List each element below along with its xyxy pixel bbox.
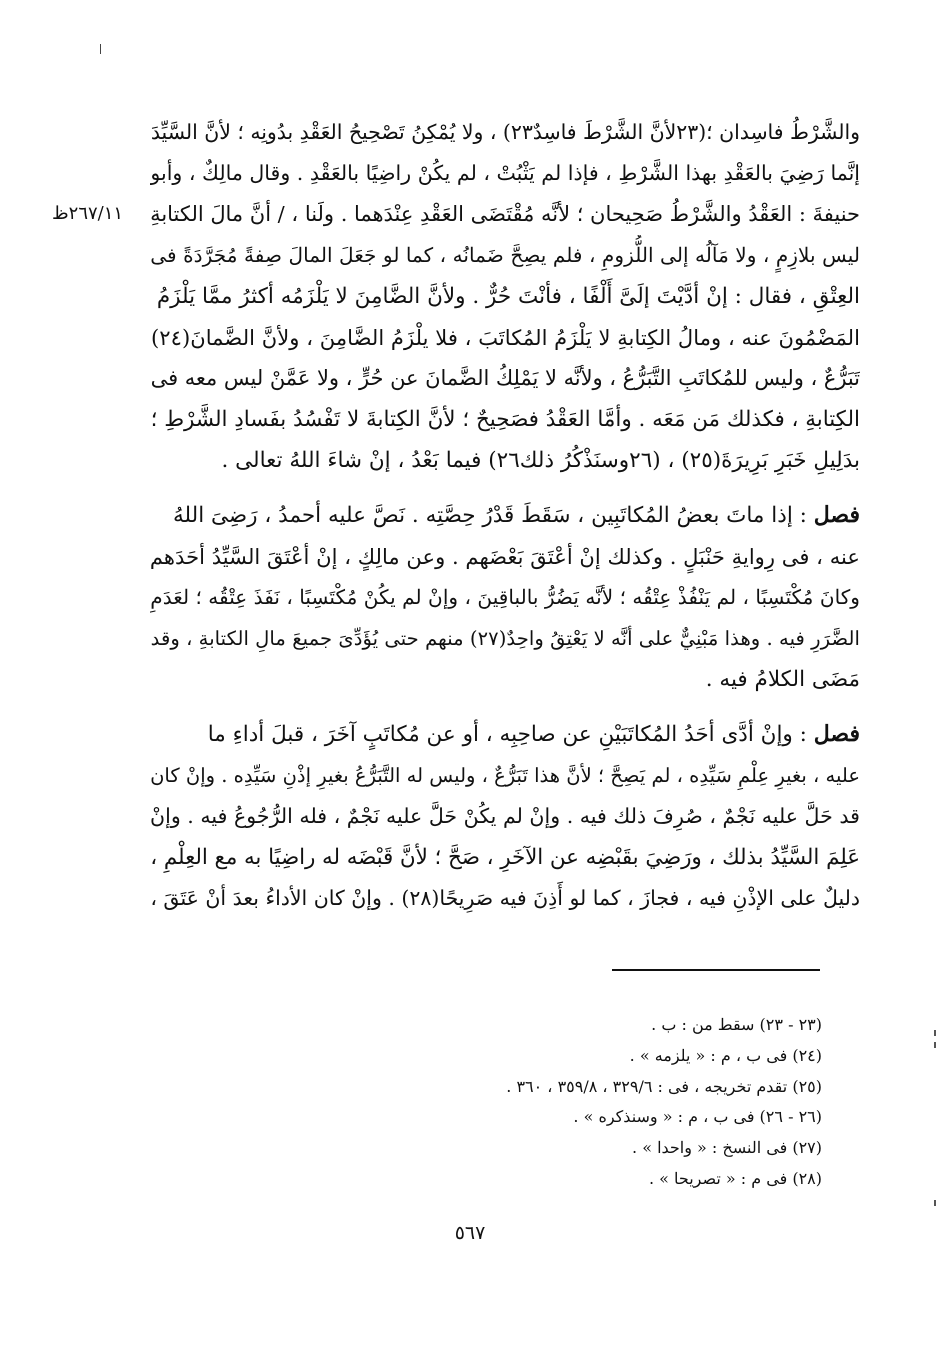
text-line: إنَّما رَضِيَ بالعَقْدِ بهذا الشَّرْطِ ، فإذا لم يَثْبُتْ ، لم يكُنْ راضِيًا بالعَقْدِ . وقال مالِكٌ ، وأبو (150, 161, 860, 185)
footnote: (٢٥) تقدم تخريجه ، فى : ٣٢٩/٦ ، ٣٥٩/٨ ، ٣٦٠ . (506, 1076, 822, 1096)
footnote: (٢٦ - ٢٦) فى ب ، م : « وسنذكره » . (573, 1107, 822, 1127)
edge-mark (934, 1200, 936, 1206)
text-run: : إذا ماتَ بعضُ المُكاتَبِين ، سَقَطَ قَدْرُ حِصَّتِه . نَصَّ عليه أحمدُ ، رَضِىَ اللهُ (173, 503, 807, 528)
footnote: (٢٨) فى م : « تصريحا » . (648, 1168, 822, 1188)
text-run: : وإنْ أدَّى أحَدُ المُكاتَبَيْنِ عن صاحِبِه ، أو عن مُكاتَبٍ آخَرَ ، قبلَ أداءِ ما (207, 722, 807, 747)
text-line (150, 495, 860, 536)
text-line: حنيفةَ : العَقْدُ والشَّرْطُ صَحِيحان ؛ لأنَّه مُقْتَضَى العَقْدِ عِنْدَهما . ولَنا ، / أنَّ مالَ الكتابةِ (150, 202, 860, 226)
paragraph-3 (150, 714, 860, 919)
text-line: عنه ، فى رِوايةِ حَنْبَلٍ . وكذلك إنْ أعْتَقَ بَعْضَهم . وعن مالِكٍ ، إنْ أعْتَقَ السَّيِّدُ أحَدَهم (150, 544, 860, 569)
text-line: العِتْقِ ، فقال : إنْ أدَّيْتَ إلَىَّ أَلْفًا ، فأنْتَ حُرٌّ . ولأنَّ الضَّامِنَ لا يَلْزَمُه أكثرُ ممَّا يَلْزَمُ (156, 284, 860, 309)
footnote: (٢٧) فى النسخ : « واحدا » . (632, 1138, 822, 1158)
text-line: المَضْمُونَ عنه ، ومالُ الكِتابةِ لا يَلْزَمُ المُكاتَبَ ، فلا يلْزَمُ الضَّامِنَ ، ولأنَّ الضَّمانَ(٢٤) (151, 325, 860, 350)
text-line (150, 714, 860, 755)
text-line: مَضَى الكلامُ فيه . (705, 667, 860, 692)
text-line: قد حَلَّ عليه نَجْمٌ ، صُرِفَ ذلك فيه . وإنْ لم يكُنْ حَلَّ عليه نَجْمٌ ، فله الرُّجُوعُ فيه . وإنْ (150, 804, 860, 828)
text-line: دليلٌ على الإذْنِ فيه ، فجازَ ، كما لو أَذِنَ فيه صَرِيحًا(٢٨) . وإنْ كان الأداءُ بعدَ أنْ عَتَقَ ، (150, 886, 860, 910)
paragraph-1 (150, 112, 860, 481)
text-line: عليه ، بغيرِ عِلْمِ سَيِّدِه ، لم يَصِحَّ ؛ لأنَّ هذا تَبَرُّعٌ ، وليس له التَّبَرُّعُ بغيرِ إذْنِ سَيِّدِه . وإنْ كان (150, 764, 860, 787)
top-tick-mark (100, 44, 101, 54)
edge-mark (934, 1030, 936, 1036)
section-heading: فصل (813, 502, 860, 528)
section-heading: فصل (813, 721, 860, 747)
text-line: تَبَرُّعٌ ، وليس للمُكاتَبِ التَّبَرُّعُ ، ولأنَّه لا يَمْلِكُ الضَّمانَ عن حُرٍّ ، ولا عَمَّنْ ليس معه فى (150, 366, 860, 390)
page-number: ٥٦٧ (454, 1222, 486, 1244)
footnote: (٢٣ - ٢٣) سقط من : ب . (651, 1015, 822, 1034)
footnote: (٢٤) فى ب ، م : « يلزمه » . (629, 1045, 822, 1065)
text-line: وكانَ مُكْتَسِبًا ، لم يَنْفُذْ عِتْقُه ؛ لأنَّه يَضُرُّ بالباقِينَ ، وإنْ لم يكُنْ مُكْتَسِبًا ، نَفَذَ عِتْقُه ؛ لعَدَمِ (150, 585, 860, 609)
text-line: عَلِمَ السَّيِّدُ بذلك ، ورَضِيَ بقَبْضِه عن الآخَرِ ، صَحَّ ؛ لأنَّ قَبْضَه له راضِيًا به مع العِلْمِ ، (150, 845, 860, 870)
text-line: الضَّرَرِ فيه . وهذا مَبْنِيٌّ على أنَّه لا يَعْتِقُ واحِدٌ(٢٧) منهم حتى يُؤَدِّىَ جميعَ مالِ الكتابةِ ، وقد (150, 627, 860, 650)
paragraph-gap (150, 481, 860, 495)
paragraph-gap (150, 700, 860, 714)
text-line: الكِتابةِ ، فكذلك مَن مَعَه . وأمَّا العَقْدُ فصَحِيحٌ ؛ لأنَّ الكِتابةَ لا تَفْسُدُ بفَسادِ الشَّرْطِ ؛ (150, 407, 860, 432)
edge-mark (934, 1042, 936, 1048)
text-line: والشَّرْطُ فاسِدان ؛(٢٣لأنَّ الشَّرْطَ فاسِدٌ٢٣) ، ولا يُمْكِنُ تَصْحِيحُ العَقْدِ بدُونِه ؛ لأنَّ السَّيِّدَ (150, 120, 860, 144)
text-line: بدَلِيلِ خَبَرِ بَرِيرَةَ(٢٥) ، (٢٦وسنَذْكُرُ ذلك٢٦) فيما بَعْدُ ، إنْ شاءَ اللهُ تعالى . (221, 448, 860, 473)
margin-manuscript-reference: ٢٦٧/١١ظ (52, 203, 124, 224)
main-text (150, 112, 860, 919)
paragraph-2 (150, 495, 860, 700)
text-line: ليس بلازِمٍ ، ولا مَآلُه إلى اللُّزومِ ، فلم يصِحَّ ضَمانُه ، كما لو جَعَلَ المالَ صِفةً مُجَرَّدَةً فى (150, 243, 860, 267)
footnotes (420, 1010, 822, 1195)
footnote-separator (612, 969, 820, 971)
